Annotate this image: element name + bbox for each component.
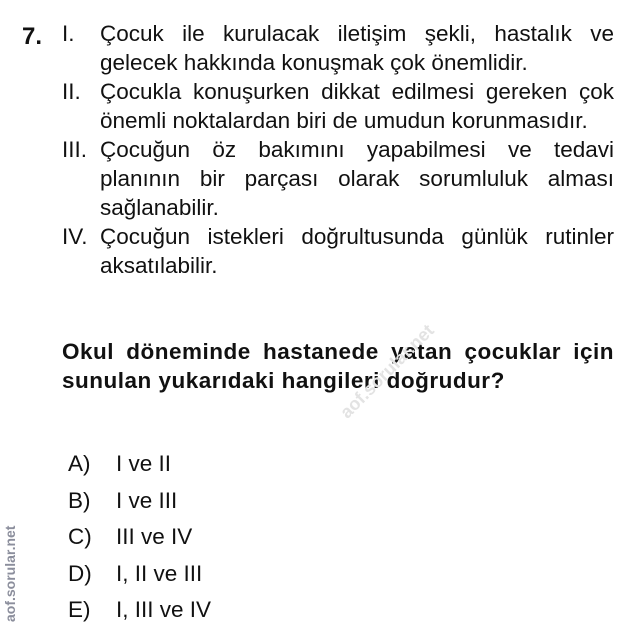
question-number: 7. — [22, 23, 43, 50]
statement-text: Çocuğun istekleri doğrultusunda günlük rutinler aksatılabilir. — [100, 224, 614, 278]
statement-numeral: II. — [62, 79, 81, 104]
option-letter: E) — [68, 597, 91, 622]
statement-numeral: I. — [62, 21, 75, 46]
statement-numeral: III. — [62, 137, 88, 162]
option-d[interactable] — [68, 556, 211, 593]
option-letter: A) — [68, 451, 91, 476]
statement-4 — [62, 222, 614, 280]
option-text: I ve II — [116, 451, 172, 476]
statement-3 — [62, 135, 614, 222]
option-text: I, III ve IV — [116, 597, 212, 622]
statement-numeral: IV. — [62, 224, 88, 249]
option-e[interactable] — [68, 592, 211, 629]
statement-2 — [62, 77, 614, 135]
question-stem: Okul döneminde hastanede yatan çocuklar için sunulan yukarıdaki hangileri doğrudur? — [62, 339, 614, 393]
statement-text: Çocuk ile kurulacak iletişim şekli, hastalık ve gelecek hakkında konuşmak çok önemlidir. — [100, 21, 614, 75]
option-b[interactable] — [68, 483, 211, 520]
option-text: III ve IV — [116, 524, 193, 549]
statement-text: Çocukla konuşurken dikkat edilmesi gereken çok önemli noktalardan biri de umudun korunmasıdır. — [100, 79, 614, 133]
side-watermark: aof.sorular.net — [2, 525, 18, 622]
diagonal-watermark: aof.sorular.net — [336, 320, 438, 423]
option-c[interactable] — [68, 519, 211, 556]
option-text: I, II ve III — [116, 560, 203, 586]
option-letter: C) — [68, 524, 92, 549]
option-a[interactable] — [68, 446, 211, 483]
statement-list — [62, 19, 614, 280]
option-text: I ve III — [116, 487, 178, 513]
statement-text: Çocuğun öz bakımını yapabilmesi ve tedavi planının bir parçası olarak sorumluluk alması sağlanabilir. — [100, 137, 614, 220]
statement-1 — [62, 19, 614, 77]
option-letter: B) — [68, 487, 91, 513]
option-letter: D) — [68, 560, 92, 586]
answer-options — [68, 446, 211, 629]
